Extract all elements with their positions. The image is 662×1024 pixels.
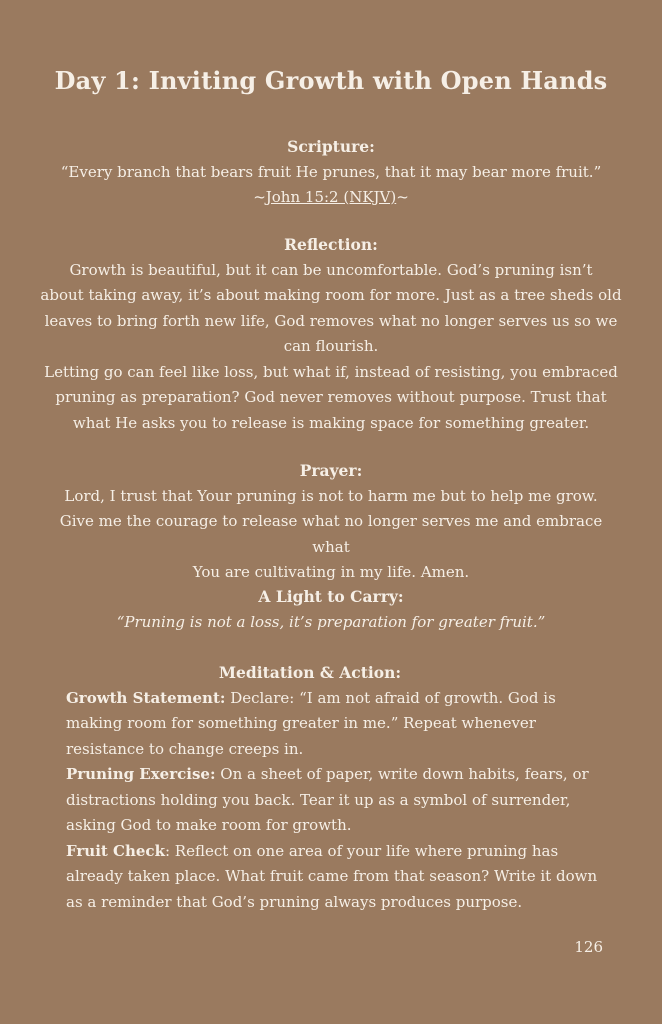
reflection-section (40, 232, 622, 436)
light-heading: A Light to Carry: (258, 587, 404, 606)
item-text: : Reflect on one area of your life where pruning has already taken place. What fruit came from that season? Write it down as a reminder that God’s pruning always produces purpose. (66, 841, 598, 911)
item-text: On a sheet of paper, write down habits, fears, or distractions holding you back. Tear it up as a symbol of surrender, asking God to make room for growth. (66, 765, 589, 834)
reflection-line: about taking away, it’s about making room for more. Just as a tree sheds old (40, 286, 622, 304)
scripture-reference-link[interactable]: John 15:2 (NKJV) (265, 188, 397, 206)
light-quote: “Pruning is not a loss, it’s preparation for greater fruit.” (116, 612, 546, 631)
meditation-item-fruit (66, 839, 606, 916)
page-title: Day 1: Inviting Growth with Open Hands (54, 66, 608, 95)
reference-suffix: ~ (396, 188, 409, 206)
item-label: Fruit Check (66, 841, 165, 860)
reflection-line: Letting go can feel like loss, but what if, instead of resisting, you embraced (44, 362, 618, 381)
meditation-heading: Meditation & Action: (218, 663, 402, 682)
page-number: 126 (574, 938, 603, 956)
prayer-line: Lord, I trust that Your pruning is not to harm me but to help me grow. (64, 486, 598, 505)
reference-prefix: ~ (253, 188, 266, 206)
reflection-line: pruning as preparation? God never removes without purpose. Trust that (55, 388, 607, 406)
item-label: Pruning Exercise: (66, 765, 216, 783)
meditation-item-pruning (66, 762, 606, 839)
meditation-section (66, 660, 606, 915)
meditation-item-growth (66, 686, 606, 763)
item-label: Growth Statement: (66, 688, 226, 707)
item-text: Declare: “I am not afraid of growth. God is making room for something greater in me.” Repeat whenever resistance to change creeps in. (66, 688, 556, 758)
light-section (40, 584, 622, 635)
reflection-heading: Reflection: (284, 235, 378, 254)
reflection-line: what He asks you to release is making space for something greater. (72, 413, 590, 432)
reflection-line: leaves to bring forth new life, God removes what no longer serves us so we (44, 311, 618, 330)
prayer-section (40, 458, 622, 586)
prayer-line: You are cultivating in my life. Amen. (192, 563, 470, 581)
reflection-line: can flourish. (283, 337, 379, 355)
scripture-heading: Scripture: (287, 137, 375, 156)
scripture-reference (40, 185, 622, 211)
scripture-verse: “Every branch that bears fruit He prunes, that it may bear more fruit.” (60, 162, 602, 181)
reflection-line: Growth is beautiful, but it can be uncomfortable. God’s pruning isn’t (69, 260, 593, 279)
scripture-section (40, 134, 622, 211)
prayer-line: Give me the courage to release what no longer serves me and embrace what (59, 512, 603, 556)
prayer-heading: Prayer: (299, 461, 363, 480)
